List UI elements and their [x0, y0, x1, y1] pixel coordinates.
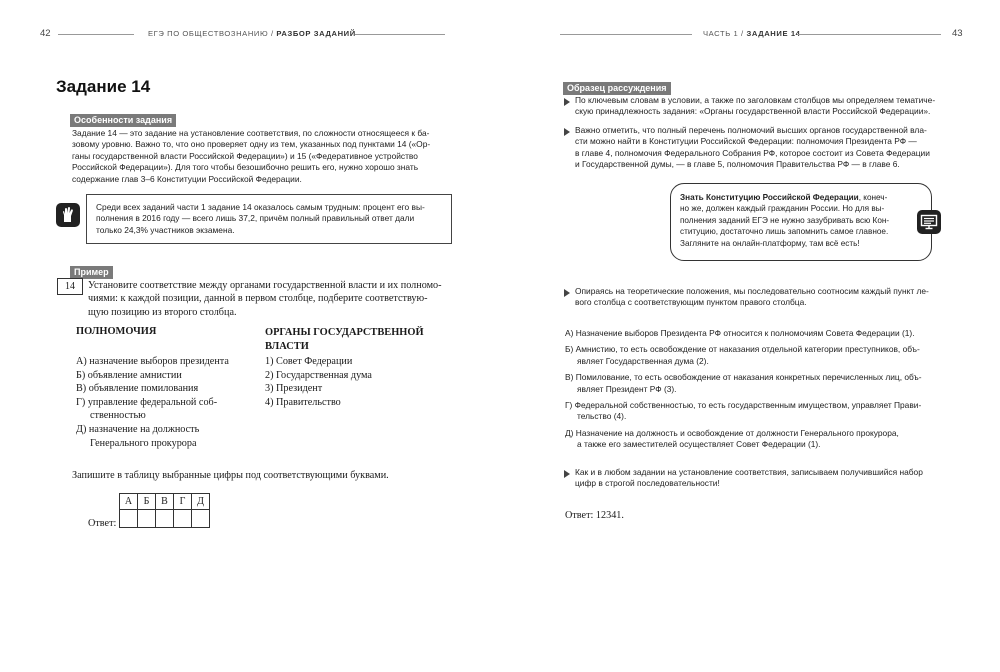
bullet-paragraph-3 [575, 286, 929, 309]
list-item: В) объявление помилования [76, 383, 199, 395]
header-rule-right-1 [560, 34, 692, 35]
text-line: содержание глав 3–6 Конституции Российской Федерации. [72, 173, 302, 184]
answer-table [119, 493, 210, 528]
text-line: но же, должен каждый гражданин России. Но для вы- [680, 204, 885, 214]
list-item: 3) Президент [265, 383, 323, 395]
list-item: ственностью [90, 410, 146, 422]
answer-item [565, 344, 922, 367]
text-line: Опираясь на теоретические положения, мы последовательно соотносим каждый пункт ле- [575, 286, 929, 296]
list-item: Генерального прокурора [90, 437, 197, 449]
col1-list [76, 355, 229, 450]
text-line: Российской Федерации»). Для того чтобы безошибочно решить его, нужно хорошо знать [72, 162, 419, 173]
answer-cell[interactable] [174, 510, 192, 528]
list-item: А) назначение выборов президента [76, 356, 229, 367]
bullet-paragraph-4 [575, 467, 923, 490]
right-header-task: ЗАДАНИЕ 14 [746, 29, 801, 38]
list-item: Д) назначение на должность [76, 423, 200, 435]
answer-letter: В [156, 494, 174, 510]
instruction: Запишите в таблицу выбранные цифры под соответствующими буквами. [72, 470, 389, 481]
col2-header-line: ОРГАНЫ ГОСУДАРСТВЕННОЙ [265, 327, 424, 338]
features-label: Особенности задания [70, 114, 176, 127]
text-line: являет Государственная дума (2). [577, 355, 709, 366]
text-line: Загляните на онлайн-платформу, там всё есть! [680, 238, 860, 248]
reasoning-label: Образец рассуждения [563, 82, 671, 95]
task-number: 14 [57, 278, 83, 295]
list-item: Б) объявление амнистии [76, 369, 182, 381]
text-line: ганы государственной власти Российской Федерации») и 15 («Федеративное устройство [72, 150, 418, 161]
right-running-header [703, 29, 800, 38]
answer-letter: А [120, 494, 138, 510]
right-page-number: 43 [952, 28, 963, 39]
text-line: Задание 14 — это задание на установление соответствия, по сложности относящееся к ба- [72, 128, 430, 138]
hand-gesture-icon [56, 203, 80, 227]
answer-item [565, 372, 922, 395]
text-line: чиями: к каждой позиции, данной в первом столбце, подберите соответствую- [88, 293, 428, 305]
answer-letter: Г [174, 494, 192, 510]
bullet-arrow-icon [564, 128, 570, 136]
features-text [72, 128, 462, 185]
header-rule-left [58, 34, 134, 35]
text-line: А) Назначение выборов Президента РФ относится к полномочиям Совета Федерации (1). [565, 328, 915, 338]
text-line: являет Президент РФ (3). [577, 383, 677, 394]
text-line: только 24,3% участников экзамена. [96, 224, 235, 235]
answer-cell[interactable] [138, 510, 156, 528]
tip-rest: , конеч- [858, 193, 888, 202]
col2-header-line: ВЛАСТИ [265, 341, 309, 352]
left-header-series: ЕГЭ ПО ОБЩЕСТВОЗНАНИЮ / [148, 29, 274, 38]
task-text [88, 279, 442, 319]
text-line: тельство (4). [577, 411, 627, 422]
list-item: 2) Государственная дума [265, 369, 372, 381]
info-text [96, 202, 425, 236]
bullet-arrow-icon [564, 470, 570, 478]
col2-header [265, 326, 424, 354]
text-line: щую позицию из второго столбца. [88, 306, 237, 318]
text-line: Д) Назначение на должность и освобождение от должности Генерального прокурора, [565, 427, 899, 438]
online-platform-icon[interactable] [917, 210, 941, 234]
list-item: 1) Совет Федерации [265, 356, 353, 367]
answer-cell[interactable] [120, 510, 138, 528]
text-line: полнения в 2016 году — всего лишь 37,2, причём полный правильный ответ дали [96, 213, 415, 224]
answer-cell[interactable] [192, 510, 210, 528]
list-item: Г) управление федеральной соб- [76, 396, 218, 408]
features-section [70, 110, 176, 128]
answer-explanations [565, 328, 922, 451]
answer-label: Ответ: [88, 518, 117, 529]
text-line: и Государственной думы, — в главе 5, полномочия Правительства РФ — в главе 6. [575, 159, 900, 170]
text-line: зовому уровню. Важно то, что оно проверяет одну из тем, указанных под пунктами 14 («Ор- [72, 139, 431, 150]
text-line: В) Помилование, то есть освобождение от наказания конкретных перечисленных лиц, объ- [565, 372, 922, 383]
bullet-arrow-icon [564, 98, 570, 106]
right-header-part: ЧАСТЬ 1 / [703, 29, 744, 38]
text-line: Среди всех заданий части 1 задание 14 оказалось самым трудным: процент его вы- [96, 202, 425, 212]
col2-list [265, 355, 372, 409]
text-line: вого столбца с соответствующим пунктом правого столбца. [575, 297, 807, 308]
col1-header: ПОЛНОМОЧИЯ [76, 326, 157, 337]
text-line: в главе 4, полномочия Федерального Собрания РФ, которое состоит из Совета Федерации [575, 147, 930, 158]
answer-cell[interactable] [156, 510, 174, 528]
bullet-paragraph-2 [575, 125, 930, 171]
final-answer: Ответ: 12341. [565, 510, 624, 521]
text-line: полнения заданий ЕГЭ не нужно зазубривать всю Кон- [680, 215, 890, 225]
bullet-paragraph-1 [575, 95, 935, 118]
answer-item [565, 328, 922, 339]
text-line: Установите соответствие между органами государственной власти и их полномо- [88, 280, 442, 291]
header-rule-right-2 [797, 34, 941, 35]
answer-item [565, 400, 922, 423]
text-line: ституцию, достаточно лишь запомнить самое главное. [680, 227, 889, 237]
text-line: сти можно найти в Конституции Российской Федерации: полномочия Президента РФ — [575, 136, 917, 147]
text-line: скую принадлежность задания: «Органы государственной власти Российской Федерации». [575, 106, 931, 117]
text-line: цифр в строгой последовательности! [575, 478, 720, 489]
answer-letter: Б [138, 494, 156, 510]
left-running-header [148, 29, 356, 38]
text-line: По ключевым словам в условии, а также по заголовкам столбцов мы определяем тематиче- [575, 95, 936, 105]
text-line: Б) Амнистию, то есть освобождение от наказания отдельной категории преступников, объ- [565, 344, 920, 355]
answer-letter: Д [192, 494, 210, 510]
text-line: а также его заместителей осуществляет Совет Федерации (1). [577, 439, 821, 450]
left-header-subtitle: РАЗБОР ЗАДАНИЙ [276, 29, 356, 38]
bullet-arrow-icon [564, 289, 570, 297]
list-item: 4) Правительство [265, 396, 341, 408]
tip-bold: Знать Конституцию Российской Федерации [680, 193, 859, 202]
answer-item [565, 428, 922, 451]
reasoning-section [563, 78, 671, 96]
text-line: Как и в любом задании на установление соответствия, записываем получившийся набор [575, 467, 923, 477]
example-label: Пример [70, 266, 113, 279]
page-title: Задание 14 [56, 77, 151, 96]
tip-text [680, 192, 889, 249]
header-rule-left-2 [355, 34, 445, 35]
text-line: Г) Федеральной собственностью, то есть государственным имуществом, управляет Прави- [565, 400, 922, 411]
text-line: Важно отметить, что полный перечень полномочий высших органов государственной вла- [575, 125, 927, 135]
text-line [680, 192, 889, 203]
left-page-number: 42 [40, 28, 51, 39]
